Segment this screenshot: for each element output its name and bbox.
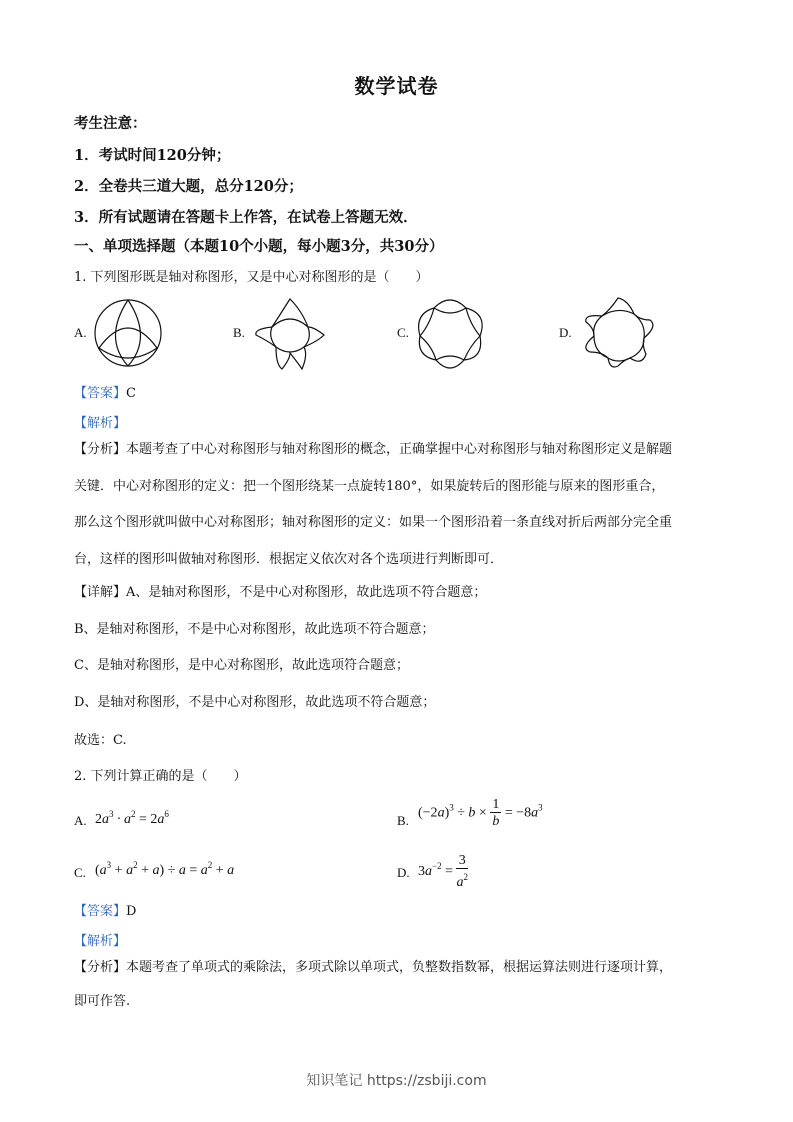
- notice-item: 1．考试时间120分钟；: [74, 147, 231, 164]
- detail-line: 故选：C.: [74, 733, 127, 748]
- answer-label: 【答案】: [74, 904, 127, 919]
- footer-watermark: 知识笔记 https://zsbiji.com: [306, 1073, 487, 1089]
- question-2-stem: 2. 下列计算正确的是（ ）: [74, 769, 247, 784]
- formula-a: $2a^3 \cdot a^2 = 2a^6$: [95, 809, 169, 827]
- figure-c-hexagon-rosette: [414, 296, 486, 370]
- analysis-line: 【分析】本题考查了单项式的乘除法，多项式除以单项式，负整数指数幂，根据运算法则进行逐项计算，: [74, 960, 673, 975]
- detail-line: D、是轴对称图形，不是中心对称图形，故此选项不符合题意；: [74, 695, 436, 710]
- detail-line: B、是轴对称图形，不是中心对称图形，故此选项不符合题意；: [74, 622, 435, 637]
- option-b-label: B.: [233, 325, 245, 340]
- option-c-label: C.: [74, 865, 86, 880]
- figure-b-pentagon-star: [254, 297, 326, 371]
- analysis-label: 【解析】: [74, 934, 127, 949]
- formula-b: $(-2a)^3 \div b$ × $\frac{1}{b}$ = $-8a^3$: [418, 797, 543, 829]
- detail-line: C、是轴对称图形，是中心对称图形，故此选项符合题意；: [74, 658, 409, 673]
- answer-row: [74, 382, 136, 401]
- analysis-line: 【分析】本题考查了中心对称图形与轴对称图形的概念，正确掌握中心对称图形与轴对称图形定义是解题: [74, 442, 673, 457]
- option-d-label: D.: [559, 325, 572, 340]
- option-c-label: C.: [397, 325, 409, 340]
- answer-value: C: [126, 386, 136, 401]
- notice-item: 2．全卷共三道大题，总分120分；: [74, 178, 303, 195]
- analysis-line: 那么这个图形就叫做中心对称图形；轴对称图形的定义：如果一个图形沿着一条直线对折后两部分完全重: [74, 515, 673, 530]
- figure-d-heptagon-star: [580, 296, 656, 370]
- analysis-line: 台，这样的图形叫做轴对称图形．根据定义依次对各个选项进行判断即可．: [74, 552, 504, 567]
- question-1-stem: 1. 下列图形既是轴对称图形，又是中心对称图形的是（ ）: [74, 270, 429, 285]
- analysis-line: 即可作答.: [74, 994, 131, 1009]
- notice-heading: 考生注意：: [74, 115, 147, 132]
- formula-d: $3a^{-2}$ = $\frac{3}{a^2}$: [418, 853, 468, 890]
- answer-value: D: [126, 904, 137, 919]
- formula-c: $(a^3 + a^2 + a) \div a = a^2 + a$: [95, 860, 235, 878]
- detail-line: 【详解】A、是轴对称图形，不是中心对称图形，故此选项不符合题意；: [74, 585, 487, 600]
- option-a-label: A.: [74, 813, 87, 828]
- answer-label: 【答案】: [74, 386, 127, 401]
- option-d-label: D.: [397, 865, 410, 880]
- notice-item: 3．所有试题请在答题卡上作答，在试卷上答题无效．: [74, 209, 418, 226]
- answer-row: [74, 900, 136, 919]
- analysis-label: 【解析】: [74, 416, 127, 431]
- section-heading: 一、单项选择题（本题10个小题，每小题3分，共30分）: [74, 238, 444, 255]
- figure-a-circle-trefoil: [93, 298, 163, 368]
- option-b-label: B.: [397, 813, 409, 828]
- page-title: 数学试卷: [354, 74, 439, 98]
- option-a-label: A.: [74, 325, 87, 340]
- analysis-line: 关键．中心对称图形的定义：把一个图形绕某一点旋转180°，如果旋转后的图形能与原来的图形重合，: [74, 479, 665, 494]
